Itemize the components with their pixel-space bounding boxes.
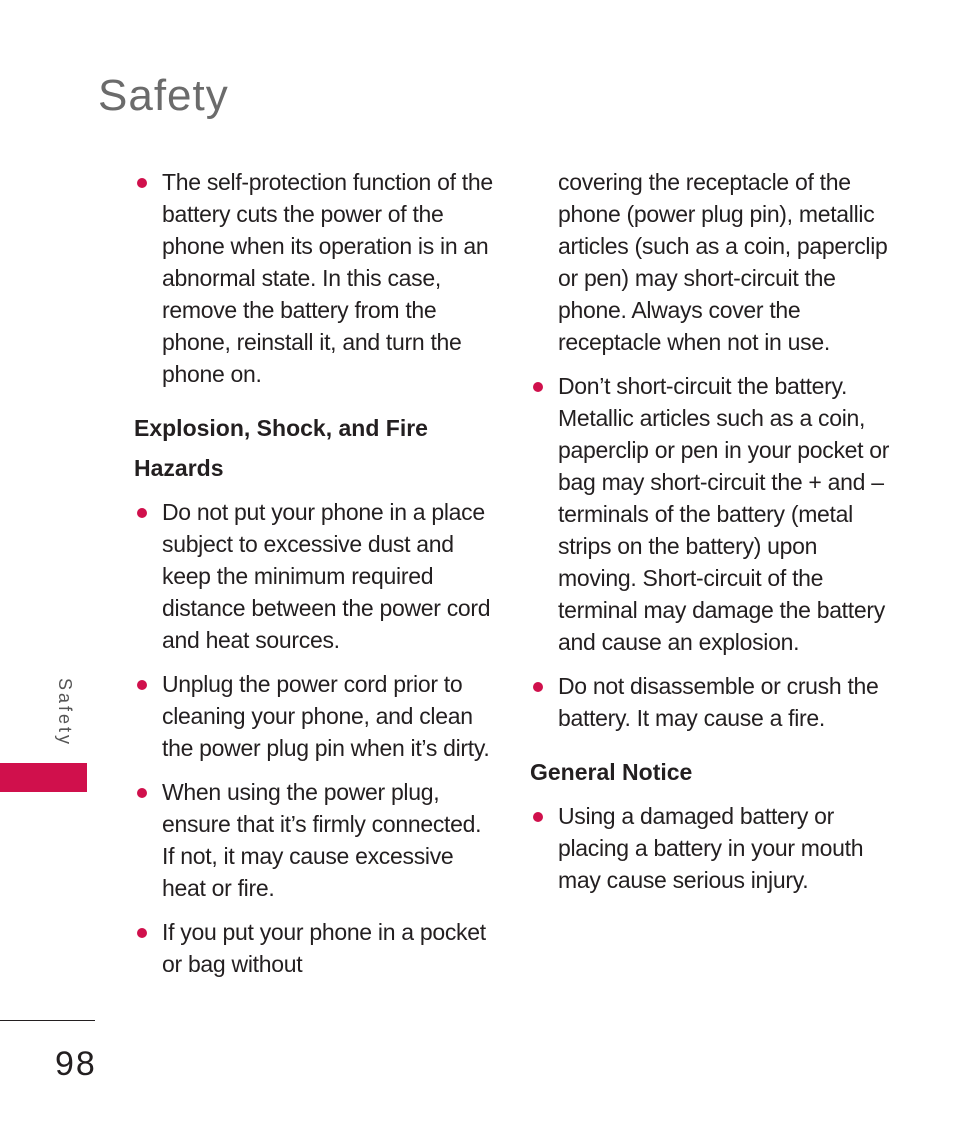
list-item: The self-protection function of the battery cuts the power of the phone when its operation is in an abnormal state. In this case, remove the battery from the phone, reinstall it, and turn the phone on. (134, 166, 494, 390)
right-column (530, 166, 890, 908)
footer-divider (0, 1020, 95, 1021)
list-item-continuation: covering the receptacle of the phone (power plug pin), metallic articles (such as a coin, paperclip or pen) may short-circuit the phone. Always cover the receptacle when not in use. (558, 169, 888, 355)
list-item: Don’t short-circuit the battery. Metallic articles such as a coin, paperclip or pen in your pocket or bag may short-circuit the + and – terminals of the battery (metal strips on the battery) upon moving. Short-circuit of the terminal may damage the battery and cause an explosion. (530, 370, 890, 658)
list-item: If you put your phone in a pocket or bag without (134, 916, 494, 980)
list-item: Do not disassemble or crush the battery. It may cause a fire. (530, 670, 890, 734)
list-item: Unplug the power cord prior to cleaning your phone, and clean the power plug pin when it’s dirty. (134, 668, 494, 764)
section-heading-hazards: Explosion, Shock, and Fire Hazards (134, 415, 428, 481)
list-item: Do not put your phone in a place subject to excessive dust and keep the minimum required distance between the power cord and heat sources. (134, 496, 494, 656)
side-section-tab (0, 763, 87, 792)
page-title: Safety (98, 71, 229, 120)
section-heading-general-notice: General Notice (530, 759, 693, 785)
side-section-label: Safety (55, 678, 75, 748)
list-item: When using the power plug, ensure that it’s firmly connected. If not, it may cause excessive heat or fire. (134, 776, 494, 904)
page-number: 98 (55, 1045, 97, 1083)
left-column (134, 166, 494, 992)
list-item: Using a damaged battery or placing a battery in your mouth may cause serious injury. (530, 800, 890, 896)
